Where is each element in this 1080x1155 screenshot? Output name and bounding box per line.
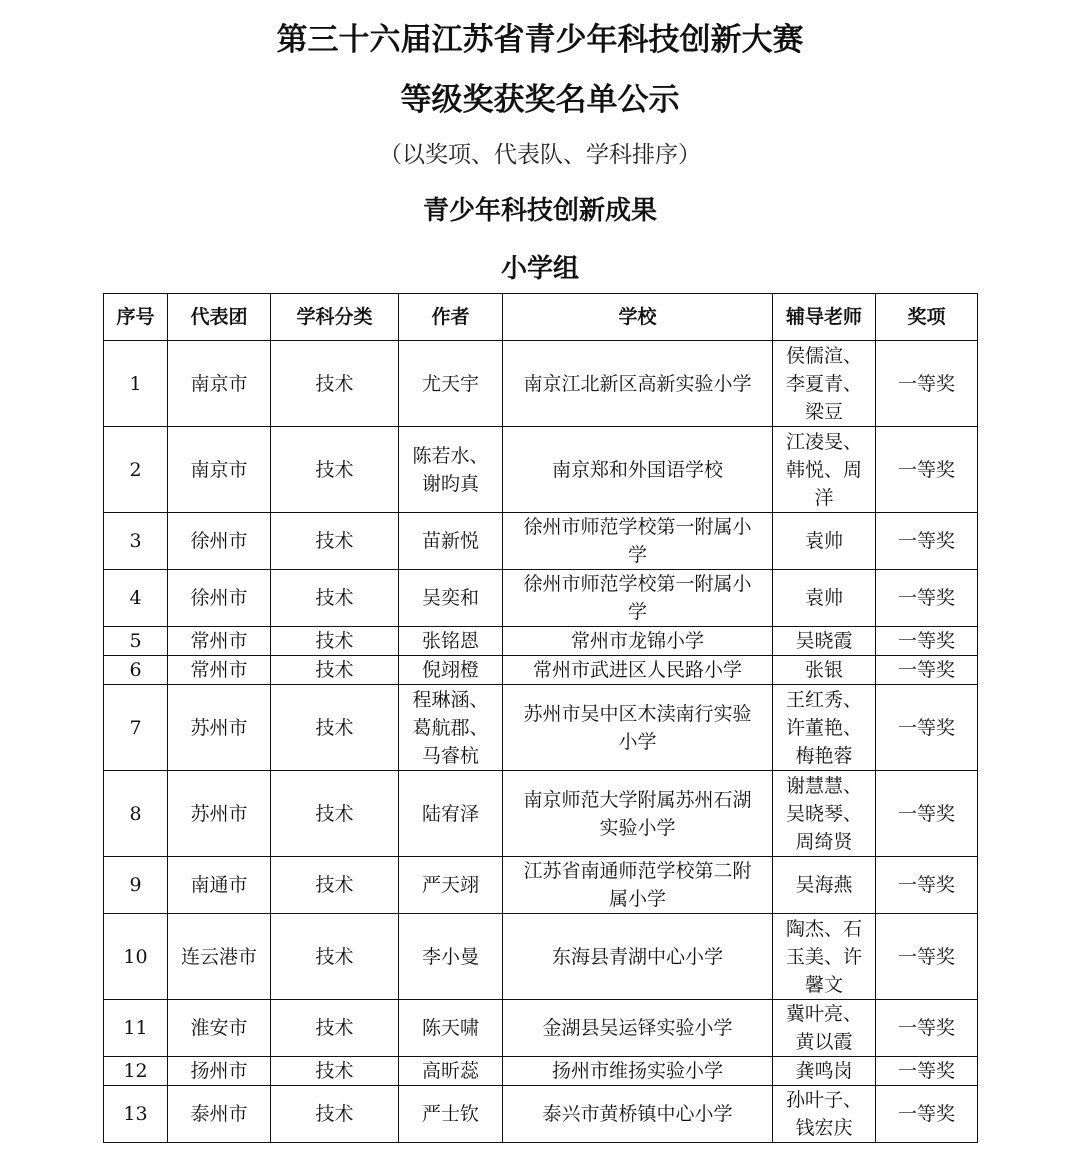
cell-subject: 技术 xyxy=(271,1000,399,1057)
cell-school-line: 南京师范大学附属苏州石湖 xyxy=(523,788,752,811)
cell-author-line: 陆宥泽 xyxy=(421,802,479,825)
awards-table xyxy=(103,293,978,1143)
table-row xyxy=(104,427,978,513)
cell-author xyxy=(399,627,503,656)
cell-teacher-line: 谢慧慧、 xyxy=(785,774,862,797)
cell-teacher-line: 韩悦、周 xyxy=(785,458,862,481)
cell-number: 4 xyxy=(104,570,168,627)
table-row xyxy=(104,857,978,914)
cell-team: 常州市 xyxy=(168,627,271,656)
cell-author xyxy=(399,1057,503,1086)
cell-number: 11 xyxy=(104,1000,168,1057)
cell-award: 一等奖 xyxy=(876,1086,978,1143)
document-subtitle-title: 等级奖获奖名单公示 xyxy=(400,82,680,118)
document-title: 第三十六届江苏省青少年科技创新大赛 xyxy=(276,22,804,58)
cell-teacher-line: 钱宏庆 xyxy=(795,1117,853,1139)
cell-award: 一等奖 xyxy=(876,427,978,513)
cell-award: 一等奖 xyxy=(876,1057,978,1086)
cell-number: 10 xyxy=(104,914,168,1000)
cell-team: 苏州市 xyxy=(168,685,271,771)
cell-author-line: 倪翊橙 xyxy=(421,659,479,681)
cell-subject: 技术 xyxy=(271,656,399,685)
cell-subject: 技术 xyxy=(271,627,399,656)
cell-school-line: 小学 xyxy=(618,730,657,753)
cell-team: 扬州市 xyxy=(168,1057,271,1086)
column-header-author: 作者 xyxy=(399,294,503,341)
cell-school-line: 南京郑和外国语学校 xyxy=(551,458,723,481)
cell-number: 7 xyxy=(104,685,168,771)
cell-number: 1 xyxy=(104,341,168,427)
cell-team: 徐州市 xyxy=(168,570,271,627)
cell-author xyxy=(399,914,503,1000)
cell-author xyxy=(399,656,503,685)
cell-award: 一等奖 xyxy=(876,627,978,656)
sort-order-note: （以奖项、代表队、学科排序） xyxy=(379,142,701,168)
cell-team: 淮安市 xyxy=(168,1000,271,1057)
cell-school-line: 常州市龙锦小学 xyxy=(570,630,704,652)
cell-teacher-line: 龚鸣岗 xyxy=(795,1060,853,1082)
column-header-subject: 学科分类 xyxy=(271,294,399,341)
cell-author-line: 严士钦 xyxy=(421,1103,479,1125)
cell-author xyxy=(399,513,503,570)
table-row xyxy=(104,1057,978,1086)
cell-teacher-line: 吴海燕 xyxy=(795,874,853,896)
cell-teacher-line: 张银 xyxy=(804,659,843,681)
cell-teacher-line: 王红秀、 xyxy=(785,688,862,711)
table-row xyxy=(104,1086,978,1143)
table-row xyxy=(104,570,978,627)
cell-teacher xyxy=(773,1000,876,1057)
cell-author xyxy=(399,857,503,914)
cell-teacher xyxy=(773,570,876,627)
cell-author-line: 李小曼 xyxy=(421,945,479,968)
cell-subject: 技术 xyxy=(271,771,399,857)
cell-team: 南京市 xyxy=(168,341,271,427)
table-row xyxy=(104,685,978,771)
cell-author-line: 张铭恩 xyxy=(421,630,479,652)
cell-subject: 技术 xyxy=(271,427,399,513)
cell-author-line: 严天翊 xyxy=(421,874,479,896)
cell-teacher-line: 周绮贤 xyxy=(795,830,853,853)
table-row xyxy=(104,513,978,570)
cell-award: 一等奖 xyxy=(876,570,978,627)
cell-school-line: 学 xyxy=(627,544,647,566)
cell-school-line: 苏州市吴中区木渎南行实验 xyxy=(523,702,752,725)
cell-teacher-line: 许董艳、 xyxy=(785,716,862,739)
cell-number: 12 xyxy=(104,1057,168,1086)
cell-school-line: 属小学 xyxy=(608,888,666,910)
column-header-team: 代表团 xyxy=(168,294,271,341)
cell-school xyxy=(503,857,773,914)
cell-teacher-line: 李夏青、 xyxy=(785,372,862,395)
cell-team: 苏州市 xyxy=(168,771,271,857)
cell-award: 一等奖 xyxy=(876,513,978,570)
cell-school xyxy=(503,427,773,513)
cell-teacher xyxy=(773,685,876,771)
cell-author-line: 程琳涵、 xyxy=(412,688,489,711)
cell-author xyxy=(399,427,503,513)
cell-school-line: 实验小学 xyxy=(599,816,676,839)
cell-author xyxy=(399,341,503,427)
cell-school xyxy=(503,627,773,656)
cell-teacher-line: 陶杰、石 xyxy=(785,917,862,940)
cell-award: 一等奖 xyxy=(876,857,978,914)
cell-award: 一等奖 xyxy=(876,656,978,685)
cell-school-line: 江苏省南通师范学校第二附 xyxy=(523,860,752,882)
cell-author xyxy=(399,1000,503,1057)
column-header-teacher: 辅导老师 xyxy=(773,294,876,341)
cell-school xyxy=(503,771,773,857)
cell-team: 连云港市 xyxy=(168,914,271,1000)
cell-award: 一等奖 xyxy=(876,914,978,1000)
cell-subject: 技术 xyxy=(271,1086,399,1143)
table-row xyxy=(104,1000,978,1057)
cell-teacher-line: 江凌旻、 xyxy=(785,430,862,453)
cell-subject: 技术 xyxy=(271,685,399,771)
cell-school xyxy=(503,685,773,771)
cell-number: 6 xyxy=(104,656,168,685)
cell-teacher xyxy=(773,341,876,427)
cell-author xyxy=(399,570,503,627)
cell-subject: 技术 xyxy=(271,857,399,914)
column-header-number: 序号 xyxy=(104,294,168,341)
cell-teacher-line: 梅艳蓉 xyxy=(795,744,853,767)
cell-subject: 技术 xyxy=(271,513,399,570)
cell-teacher-line: 吴晓琴、 xyxy=(785,802,862,825)
cell-award: 一等奖 xyxy=(876,1000,978,1057)
cell-school-line: 金湖县吴运铎实验小学 xyxy=(542,1017,733,1039)
cell-number: 8 xyxy=(104,771,168,857)
cell-team: 南京市 xyxy=(168,427,271,513)
cell-author-line: 马睿杭 xyxy=(421,744,479,767)
cell-number: 9 xyxy=(104,857,168,914)
cell-teacher-line: 孙叶子、 xyxy=(785,1089,862,1111)
cell-author xyxy=(399,771,503,857)
cell-teacher xyxy=(773,513,876,570)
cell-school xyxy=(503,570,773,627)
cell-author-line: 陈天啸 xyxy=(421,1017,479,1039)
cell-teacher-line: 侯儒渲、 xyxy=(785,344,862,367)
cell-school xyxy=(503,341,773,427)
table-row xyxy=(104,656,978,685)
cell-school xyxy=(503,1086,773,1143)
cell-school-line: 徐州市师范学校第一附属小 xyxy=(523,573,752,595)
cell-number: 2 xyxy=(104,427,168,513)
cell-subject: 技术 xyxy=(271,570,399,627)
table-body xyxy=(104,341,978,1143)
group-heading: 小学组 xyxy=(500,254,579,284)
table-row xyxy=(104,914,978,1000)
cell-author-line: 陈若水、 xyxy=(412,444,489,467)
cell-teacher xyxy=(773,857,876,914)
section-heading: 青少年科技创新成果 xyxy=(422,196,657,226)
cell-teacher xyxy=(773,427,876,513)
cell-teacher xyxy=(773,656,876,685)
cell-teacher xyxy=(773,771,876,857)
cell-teacher-line: 玉美、许 xyxy=(785,945,862,968)
cell-author xyxy=(399,1086,503,1143)
cell-teacher-line: 袁帅 xyxy=(804,587,843,609)
cell-author-line: 尤天宇 xyxy=(421,372,479,395)
cell-team: 常州市 xyxy=(168,656,271,685)
cell-number: 3 xyxy=(104,513,168,570)
cell-school xyxy=(503,914,773,1000)
cell-teacher-line: 黄以霞 xyxy=(795,1031,853,1053)
cell-subject: 技术 xyxy=(271,341,399,427)
cell-school-line: 东海县青湖中心小学 xyxy=(551,945,723,968)
table-header-row xyxy=(104,294,978,341)
cell-school-line: 扬州市维扬实验小学 xyxy=(551,1060,723,1082)
cell-author xyxy=(399,685,503,771)
cell-school-line: 学 xyxy=(627,601,647,623)
cell-author-line: 葛航郡、 xyxy=(412,716,489,739)
cell-school-line: 徐州市师范学校第一附属小 xyxy=(523,516,752,538)
cell-teacher xyxy=(773,1057,876,1086)
cell-award: 一等奖 xyxy=(876,771,978,857)
cell-award: 一等奖 xyxy=(876,685,978,771)
cell-author-line: 高昕蕊 xyxy=(421,1060,479,1082)
cell-subject: 技术 xyxy=(271,914,399,1000)
column-header-award: 奖项 xyxy=(876,294,978,341)
cell-team: 徐州市 xyxy=(168,513,271,570)
cell-author-line: 苗新悦 xyxy=(421,530,479,552)
cell-school-line: 泰兴市黄桥镇中心小学 xyxy=(542,1103,733,1125)
table-row xyxy=(104,627,978,656)
cell-school xyxy=(503,1057,773,1086)
cell-school xyxy=(503,513,773,570)
cell-teacher-line: 馨文 xyxy=(804,973,843,996)
cell-author-line: 谢昀真 xyxy=(421,472,479,495)
cell-teacher-line: 袁帅 xyxy=(804,530,843,552)
cell-school xyxy=(503,656,773,685)
cell-number: 5 xyxy=(104,627,168,656)
cell-teacher xyxy=(773,627,876,656)
cell-award: 一等奖 xyxy=(876,341,978,427)
cell-team: 南通市 xyxy=(168,857,271,914)
cell-teacher-line: 洋 xyxy=(814,486,834,509)
table-row xyxy=(104,341,978,427)
cell-teacher-line: 吴晓霞 xyxy=(795,630,853,652)
cell-school-line: 常州市武进区人民路小学 xyxy=(532,659,742,681)
cell-subject: 技术 xyxy=(271,1057,399,1086)
cell-teacher-line: 梁豆 xyxy=(804,400,843,423)
cell-author-line: 吴奕和 xyxy=(421,587,479,609)
table-row xyxy=(104,771,978,857)
cell-school xyxy=(503,1000,773,1057)
cell-teacher-line: 冀叶亮、 xyxy=(785,1003,862,1025)
cell-teacher xyxy=(773,914,876,1000)
cell-number: 13 xyxy=(104,1086,168,1143)
column-header-school: 学校 xyxy=(503,294,773,341)
cell-school-line: 南京江北新区高新实验小学 xyxy=(523,372,752,395)
cell-team: 泰州市 xyxy=(168,1086,271,1143)
cell-teacher xyxy=(773,1086,876,1143)
